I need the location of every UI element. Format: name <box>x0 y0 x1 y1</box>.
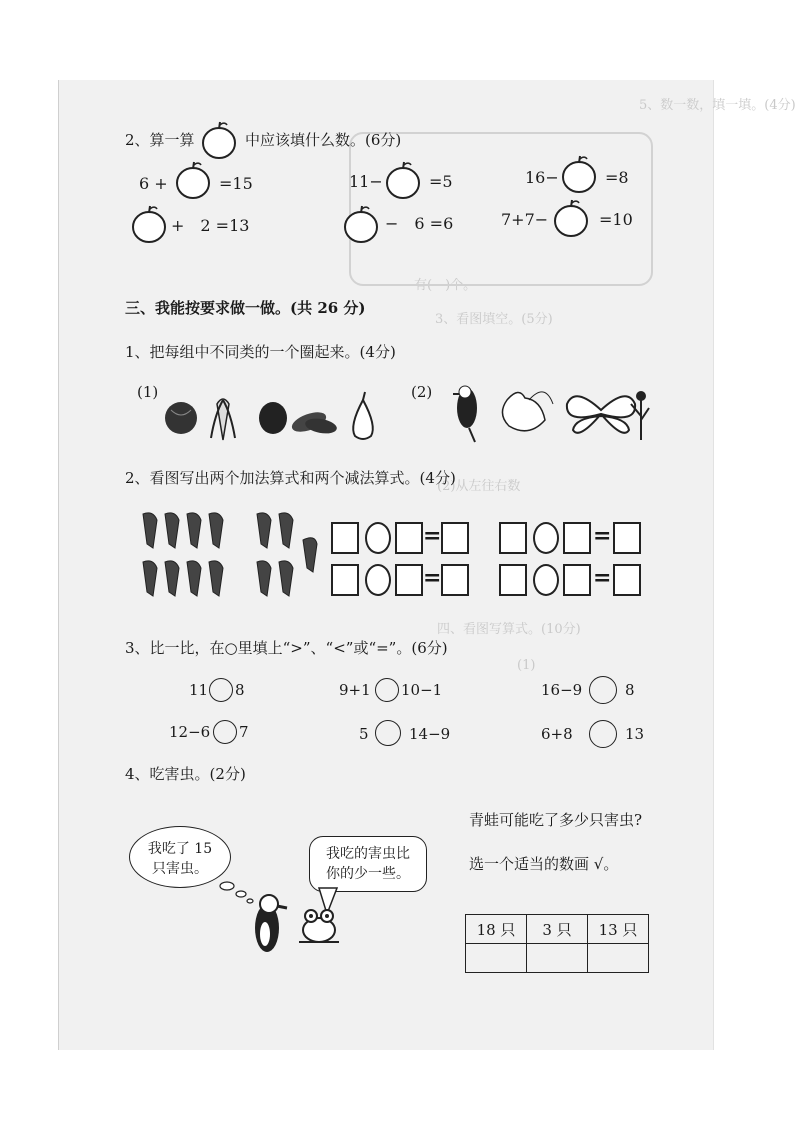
answer-box[interactable] <box>395 522 423 554</box>
compare-circle[interactable] <box>589 676 617 704</box>
equation-text: 6 + <box>139 174 168 193</box>
compare-left: 5 <box>359 725 369 743</box>
compare-left: 16−9 <box>541 681 583 699</box>
fruit-vegetable-picture-row <box>163 390 383 442</box>
bird-insect-plant-picture-row <box>449 380 649 444</box>
bleed-text: (1) <box>517 658 536 673</box>
compare-right: 13 <box>625 725 645 743</box>
speech-text: 只害虫。 <box>152 861 208 877</box>
table-row <box>466 915 649 944</box>
table-row <box>466 944 649 973</box>
question-title: 中应该填什么数。(6分) <box>245 131 402 149</box>
equation-text: 11− <box>349 172 383 191</box>
bleed-text: 四、看图写算式。(10分) <box>437 622 581 637</box>
compare-right: 8 <box>235 681 245 699</box>
compare-left: 9+1 <box>339 681 371 699</box>
equals-sign: = <box>593 523 612 549</box>
answer-box[interactable] <box>613 522 641 554</box>
apple-icon <box>131 204 167 248</box>
equation-text: =5 <box>429 172 453 191</box>
compare-right: 7 <box>239 723 249 741</box>
dolphins-picture <box>137 510 337 606</box>
question-title: 1、把每组中不同类的一个圈起来。(4分) <box>125 343 396 361</box>
compare-circle[interactable] <box>375 720 401 746</box>
equation-text: + 2 =13 <box>171 216 250 235</box>
frog-speech-bubble <box>309 836 427 892</box>
answer-box[interactable] <box>563 522 591 554</box>
check-cell[interactable] <box>527 944 588 973</box>
bird-speech-bubble <box>129 826 231 888</box>
equals-sign: = <box>593 565 612 591</box>
compare-circle[interactable] <box>213 720 237 744</box>
equation-text: =10 <box>599 210 633 229</box>
answer-box[interactable] <box>613 564 641 596</box>
compare-right: 14−9 <box>409 725 451 743</box>
bleed-text: (2)从左往右数 <box>437 479 521 494</box>
equals-sign: = <box>423 565 442 591</box>
option-label: 18 只 <box>466 915 527 944</box>
equation-text: =8 <box>605 168 629 187</box>
section-title: 三、我能按要求做一做。(共 26 分) <box>125 299 366 317</box>
answer-box[interactable] <box>441 564 469 596</box>
equation-text: 16− <box>525 168 559 187</box>
answer-box[interactable] <box>499 522 527 554</box>
operator-oval[interactable] <box>533 564 559 596</box>
bleed-text: 3、看图填空。(5分) <box>435 312 553 327</box>
bleed-frame <box>349 132 653 286</box>
compare-circle[interactable] <box>589 720 617 748</box>
compare-left: 6+8 <box>541 725 573 743</box>
answer-box[interactable] <box>441 522 469 554</box>
answer-options-table <box>465 914 649 973</box>
equation-text: − 6 =6 <box>385 214 454 233</box>
operator-oval[interactable] <box>365 522 391 554</box>
apple-icon <box>343 204 379 248</box>
check-cell[interactable] <box>466 944 527 973</box>
group-label: (2) <box>411 383 433 401</box>
apple-icon <box>561 154 597 198</box>
question-title: 4、吃害虫。(2分) <box>125 765 246 783</box>
question-title: 2、看图写出两个加法算式和两个减法算式。(4分) <box>125 469 456 487</box>
equation-text: =15 <box>219 174 253 193</box>
compare-left: 12−6 <box>169 723 211 741</box>
option-label: 13 只 <box>588 915 649 944</box>
option-label: 3 只 <box>527 915 588 944</box>
compare-right: 8 <box>625 681 635 699</box>
question-title: 3、比一比，在○里填上“>”、“<”或“=”。(6分) <box>125 639 448 657</box>
compare-circle[interactable] <box>375 678 399 702</box>
question-title: 2、算一算 <box>125 131 195 149</box>
answer-box[interactable] <box>563 564 591 596</box>
question-text: 青蛙可能吃了多少只害虫? <box>469 811 643 829</box>
instruction-text: 选一个适当的数画 √。 <box>469 855 619 873</box>
answer-box[interactable] <box>499 564 527 596</box>
compare-right: 10−1 <box>401 681 443 699</box>
group-label: (1) <box>137 383 159 401</box>
frog-icon <box>293 906 347 946</box>
check-cell[interactable] <box>588 944 649 973</box>
answer-box[interactable] <box>331 564 359 596</box>
speech-text: 我吃了 15 <box>147 841 213 857</box>
apple-icon <box>385 160 421 204</box>
apple-icon <box>201 120 237 164</box>
operator-oval[interactable] <box>533 522 559 554</box>
bleed-text: 有( )个。 <box>414 278 477 293</box>
woodpecker-icon <box>247 890 287 956</box>
answer-box[interactable] <box>395 564 423 596</box>
answer-box[interactable] <box>331 522 359 554</box>
equation-text: 7+7− <box>501 210 549 229</box>
operator-oval[interactable] <box>365 564 391 596</box>
compare-left: 11 <box>189 681 209 699</box>
bleed-text: 5、数一数，填一填。(4分) <box>639 98 796 113</box>
speech-text: 我吃的害虫比 <box>326 846 410 862</box>
compare-circle[interactable] <box>209 678 233 702</box>
apple-icon <box>175 160 211 204</box>
worksheet-page <box>58 80 796 1050</box>
apple-icon <box>553 198 589 242</box>
speech-text: 你的少一些。 <box>326 866 410 882</box>
equals-sign: = <box>423 523 442 549</box>
